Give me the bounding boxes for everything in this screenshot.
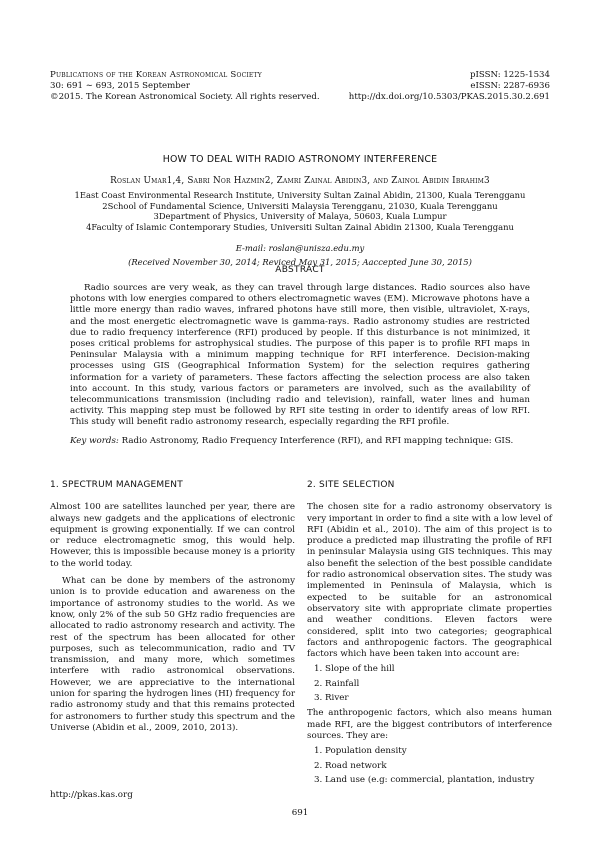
pissn: pISSN: 1225-1534	[469, 70, 550, 80]
email-line: E-mail: roslan@unisza.edu.my	[235, 243, 365, 253]
abstract-heading: ABSTRACT	[275, 265, 325, 275]
received-dates: (Received November 30, 2014; Reviced May 31, 2015; Aaccepted June 30, 2015)	[128, 257, 472, 267]
affiliation-1: 1East Coast Environmental Research Institute, University Sultan Zainal Abidin, 21300, Kuala Terengganu	[74, 190, 526, 200]
keywords-text: Radio Astronomy, Radio Frequency Interference (RFI), and RFI mapping technique: GIS.	[121, 436, 514, 446]
doi-link[interactable]: http://dx.doi.org/10.5303/PKAS.2015.30.2.691	[348, 92, 550, 102]
volume-line: 30: 691 ∼ 693, 2015 September	[50, 81, 190, 91]
list-item: 2. Road network	[325, 761, 552, 772]
eissn: eISSN: 2287-6936	[470, 81, 550, 91]
affiliation-2: 2School of Fundamental Science, Universiti Malaysia Terengganu, 21030, Kuala Terengganu	[102, 200, 498, 211]
list-item: 3. Land use (e.g: commercial, plantation, industry	[325, 775, 552, 786]
section-1-heading: 1. SPECTRUM MANAGEMENT	[50, 480, 183, 490]
section-1-paragraph-1: Almost 100 are satellites launched per year, there are always new gadgets and the applications of electronic equipment is growing exponentially. If we can control or reduce electromagnetic smog, this would help. However, this is impossible because money is a priority to the world today.	[50, 502, 295, 569]
affiliation-4: 4Faculty of Islamic Contemporary Studies, Universiti Sultan Zainal Abidin 21300, Kuala Terengganu	[86, 221, 514, 232]
geographical-factors-list	[307, 664, 552, 704]
section-2-paragraph-2: The anthropogenic factors, which also means human made RFI, are the biggest contributors of interference sources. They are:	[307, 708, 552, 741]
footer-url[interactable]: http://pkas.kas.org	[50, 790, 133, 800]
affiliation-3: 3Department of Physics, University of Malaya, 50603, Kuala Lumpur	[153, 211, 447, 222]
list-item: 1. Slope of the hill	[325, 664, 552, 675]
copyright-line: ©2015. The Korean Astronomical Society. All rights reserved.	[50, 92, 320, 102]
journal-header	[50, 70, 320, 103]
affiliations	[0, 190, 600, 232]
list-item: 3. River	[325, 693, 552, 704]
section-2-paragraph-1: The chosen site for a radio astronomy observatory is very important in order to find a site with a low level of RFI (Abidin et al., 2010). The aim of this project is to produce a predicted map illustrating the profile of RFI in peninsular Malaysia using GIS techniques. This may also benefit the selection of the best possible candidate for radio astronomical observation sites. The study was implemented in Peninsula of Malaysia, which is expected to be suitable for an astronomical observatory site with appropriate climate properties and weather conditions. Eleven factors were considered, split into two categories; geographical factors and anthropogenic factors. The geographical factors which have been taken into account are:	[307, 502, 552, 660]
list-item: 2. Rainfall	[325, 679, 552, 690]
keywords-label: Key words:	[70, 436, 119, 446]
paper-title: HOW TO DEAL WITH RADIO ASTRONOMY INTERFERENCE	[162, 154, 438, 165]
journal-name: Publications of the Korean Astronomical Society	[50, 70, 262, 80]
abstract-text: Radio sources are very weak, as they can travel through large distances. Radio sources also have photons with low energies compared to others electromagnetic waves (EM). Microwave photons have a little more energy than radio waves, infrared photons have still more, then visible, ultraviolet, X-rays, and the most energetic electromagnetic wave is gamma-rays. Radio astronomy studies are restricted due to radio frequency interference (RFI) produced by people. If this disturbance is not minimized, it poses critical problems for astrophysical studies. The purpose of this paper is to profile RFI maps in Peninsular Malaysia with a minimum mapping technique for RFI interference. Decision-making processes using GIS (Geographical Information System) for the selection requires gathering information for a variety of parameters. These factors affecting the selection process are also taken into account. In this study, various factors or parameters are involved, such as the availability of telecommunications transmission (including radio and television), rainfall, water lines and human activity. This mapping step must be followed by RFI site testing in order to identify areas of low RFI. This study will benefit radio astronomy research, especially regarding the RFI profile.	[70, 283, 530, 428]
left-column	[50, 480, 295, 734]
section-2-heading: 2. SITE SELECTION	[307, 480, 395, 490]
section-1-paragraph-2: What can be done by members of the astronomy union is to provide education and awareness on the importance of astronomy studies to the world. As we know, only 2% of the sub 50 GHz radio frequencies are allocated to radio astronomy research and activity. The rest of the spectrum has been allocated for other purposes, such as telecommunication, radio and TV transmission, and many more, which sometimes interfere with radio astronomical observations. However, we are appreciative to the international union for sparing the hydrogen lines (HI) frequency for radio astronomy study and that this remains protected for astronomers to further study this spectrum and the Universe (Abidin et al., 2009, 2010, 2013).	[50, 576, 295, 733]
author-list: Roslan Umar1,4, Sabri Nor Hazmin2, Zamri Zainal Abidin3, and Zainol Abidin Ibrahim3	[110, 176, 490, 186]
keywords-line	[70, 436, 530, 446]
issn-header	[349, 70, 550, 103]
anthropogenic-factors-list	[307, 746, 552, 786]
list-item: 1. Population density	[325, 746, 552, 757]
page-number: 691	[291, 808, 309, 818]
right-column	[307, 480, 552, 790]
